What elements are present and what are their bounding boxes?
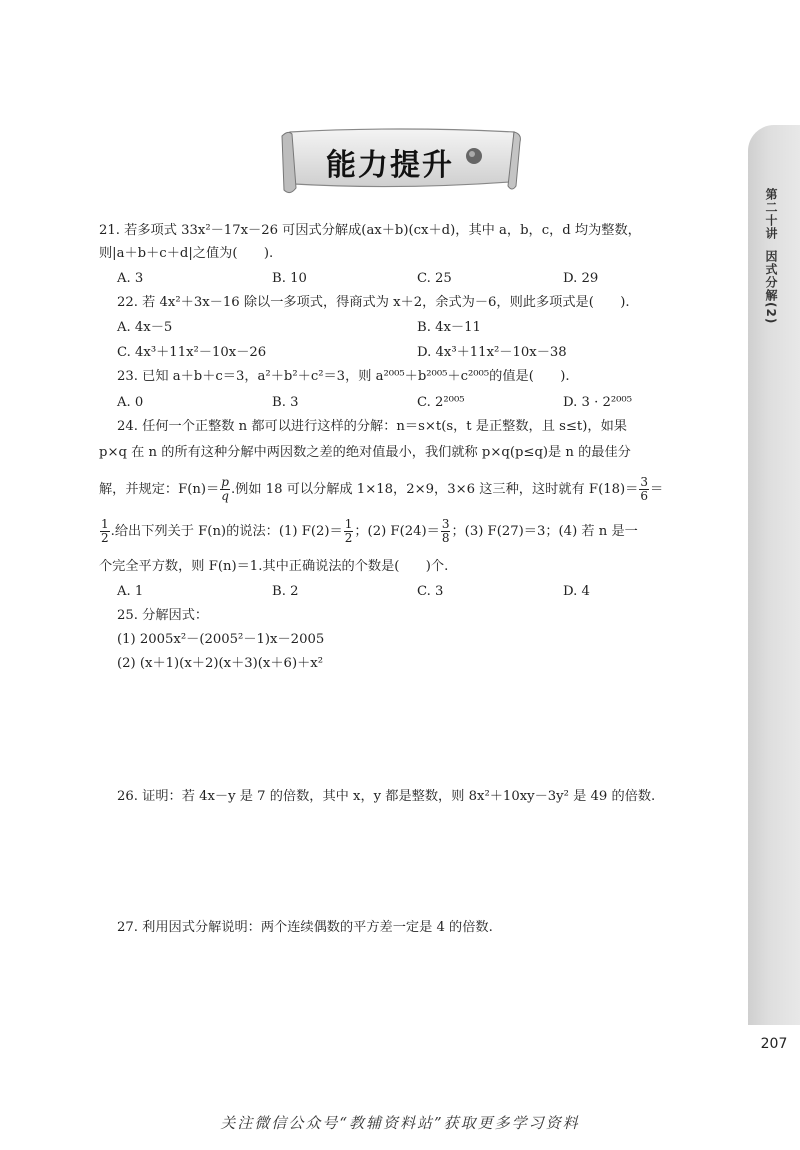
q23-option-d: D. 3 · 2²⁰⁰⁵ (563, 395, 632, 410)
q27-text: 27. 利用因式分解说明：两个连续偶数的平方差一定是 4 的倍数. (117, 920, 493, 935)
q24-line4 (99, 512, 638, 552)
q22-option-d: D. 4x³＋11x²－10x－38 (417, 345, 567, 360)
fraction-1-over-2 (100, 518, 110, 545)
q25-sub2: (2) (x＋1)(x＋2)(x＋3)(x＋6)＋x² (117, 656, 324, 671)
q23-option-a: A. 0 (117, 395, 144, 410)
q21-option-a: A. 3 (117, 271, 144, 286)
q21-option-c: C. 25 (417, 271, 452, 286)
fraction-den: 8 (441, 531, 450, 545)
q24-option-c: C. 3 (417, 584, 444, 599)
q21-line2: 则|a＋b＋c＋d|之值为( ). (99, 246, 274, 261)
q22-option-b: B. 4x－11 (417, 320, 481, 335)
q24-line1: 24. 任何一个正整数 n 都可以进行这样的分解：n＝s×t(s，t 是正整数，且 s≤t)，如果 (117, 419, 627, 434)
fraction-3-over-6 (639, 476, 649, 503)
sidebar-topic: 因式分解(2) (764, 250, 778, 325)
sidebar-chapter-label (754, 188, 780, 324)
q23-option-b: B. 3 (272, 395, 299, 410)
q24-option-b: B. 2 (272, 584, 299, 599)
q22-line1: 22. 若 4x²＋3x－16 除以一多项式，得商式为 x＋2，余式为－6，则此多项式是( ). (117, 295, 630, 310)
fraction-den: 2 (344, 531, 353, 545)
q24-line4-end: ；(3) F(27)＝3；(4) 若 n 是一 (451, 524, 638, 539)
q24-line3-start: 解，并规定：F(n)＝ (99, 482, 220, 497)
q26-text: 26. 证明：若 4x－y 是 7 的倍数，其中 x，y 都是整数，则 8x²＋10xy－3y² 是 49 的倍数. (117, 789, 656, 804)
q25-sub1: (1) 2005x²－(2005²－1)x－2005 (117, 632, 325, 647)
q23-option-c: C. 2²⁰⁰⁵ (417, 395, 465, 410)
q24-line2: p×q 在 n 的所有这种分解中两因数之差的绝对值最小，我们就称 p×q(p≤q)是 n 的最佳分 (99, 445, 631, 460)
q24-line3-mid: .例如 18 可以分解成 1×18，2×9，3×6 这三种，这时就有 F(18)＝ (230, 482, 639, 497)
page-number: 207 (760, 1036, 788, 1052)
section-title: 能力提升 (326, 148, 454, 183)
fraction-num: p (221, 475, 229, 489)
q24-line4-start: .给出下列关于 F(n)的说法：(1) F(2)＝ (110, 524, 343, 539)
q21-line1: 21. 若多项式 33x²－17x－26 可因式分解成(ax＋b)(cx＋d)，其中 a，b，c，d 均为整数， (99, 223, 641, 238)
fraction-num: 3 (441, 517, 450, 531)
q21-option-d: D. 29 (563, 271, 599, 286)
q22-option-a: A. 4x－5 (117, 320, 173, 335)
q24-line4-mid: ；(2) F(24)＝ (354, 524, 440, 539)
q23-line1: 23. 已知 a＋b＋c＝3，a²＋b²＋c²＝3，则 a²⁰⁰⁵＋b²⁰⁰⁵＋c²⁰⁰⁵的值是( ). (117, 369, 570, 384)
q24-option-d: D. 4 (563, 584, 590, 599)
q21-option-b: B. 10 (272, 271, 307, 286)
fraction-den: 2 (101, 531, 109, 545)
q25-line1: 25. 分解因式： (117, 608, 209, 623)
q24-line3 (99, 470, 663, 510)
fraction-num: 3 (640, 475, 648, 489)
q24-option-a: A. 1 (117, 584, 144, 599)
fraction-num: 1 (344, 517, 353, 531)
fraction-1-over-2-b (344, 518, 354, 545)
fraction-den: q (221, 489, 229, 503)
q24-line3-end: ＝ (650, 482, 664, 497)
q22-option-c: C. 4x³＋11x²－10x－26 (117, 345, 267, 360)
sidebar-lecture: 第二十讲 (764, 188, 778, 240)
fraction-p-over-q (220, 476, 230, 503)
footer-note: 关注微信公众号“教辅资料站”获取更多学习资料 (220, 1114, 580, 1132)
fraction-den: 6 (640, 489, 648, 503)
fraction-3-over-8 (441, 518, 451, 545)
q24-line5: 个完全平方数，则 F(n)＝1.其中正确说法的个数是( )个. (99, 559, 449, 574)
fraction-num: 1 (101, 517, 109, 531)
